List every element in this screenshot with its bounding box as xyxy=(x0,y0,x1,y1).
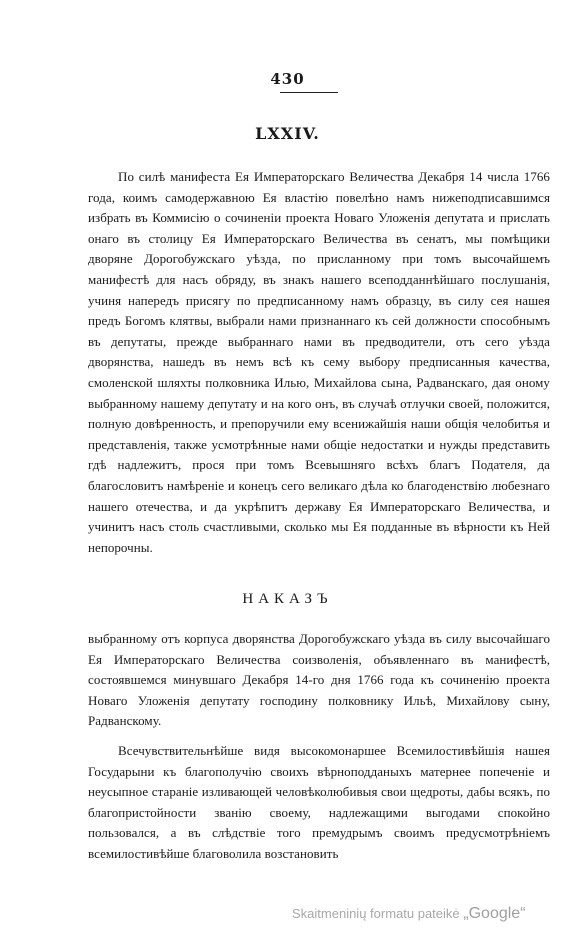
page-number: 430 xyxy=(270,70,305,88)
watermark-brand: „Google“ xyxy=(463,905,526,922)
watermark-text: Skaitmeninių formatu pateikė xyxy=(292,906,460,921)
digitization-watermark xyxy=(292,905,526,923)
paragraph-body: Всечувствительнѣйше видя высокомонаршее Всемилостивѣйшія нашея Государыни къ благополучію своихъ вѣрноподданыхъ матернее попеченіе и неусыпное стараніе изливающей человѣколюбивыя свои щедроты, дабы всякъ, по благопристойности званію своему, надлежащими выгодами спокойно пользовался, а въ слѣдствіе того премудрымъ своимъ предусмотрѣніемъ всемилостивѣйше благоволила возстановить xyxy=(88,743,550,861)
nakaz-title: НАКАЗЪ xyxy=(242,591,333,607)
paragraph-nakaz-intro: выбранному отъ корпуса дворянства Дорогобужскаго уѣзда въ силу высочайшаго Ея Императорскаго Величества соизволенія, объявленнаго въ манифестѣ, состоявшемся минувшаго Декабря 14-го дня 1766 года къ сочиненію проекта Новаго Уложенія депутату господину полковнику Ильѣ, Михайлову сыну, Радванскому. xyxy=(88,631,550,729)
section-heading: LXXIV. xyxy=(255,124,320,143)
paragraph-manifest: По силѣ манифеста Ея Императорскаго Величества Декабря 14 числа 1766 года, коимъ самодержавною Ея властію повелѣно намъ нижеподписавшимся избрать въ Коммисію о сочиненіи проекта Новаго Уложенія депутата и прислать онаго въ столицу Ея Императорскаго Величества въ сенатъ, мы помѣщики дворяне Дорогобужскаго уѣзда, по присланному при томъ высочайшемъ манифестѣ для насъ обряду, въ знакъ нашего всеподданнѣйшаго послушанія, учиня напередъ присягу по предписанному намъ образцу, въ силу сея нашея предъ Богомъ клятвы, выбрали нами признаннаго къ сей должности способнымъ въ депутаты, прежде выбраннаго нами въ предводители, отъ сего уѣзда дворянства, нашедъ въ немъ всѣ къ сему выбору предписанныя качества, смоленской шляхты полковника Илью, Михайлова сына, Радванскаго, дая оному выбранному нашему депутату и на кого онъ, въ случаѣ отлучки своей, положится, полную довѣренность, и препоручили ему всенижайшія наши общія челобитья и представленія, также усмотрѣнные нами общіе недостатки и нужды представить гдѣ надлежитъ, прося при томъ Всевышняго всѣхъ благъ Подателя, да благословитъ намѣреніе и конецъ сего великаго дѣла ко благоденствію любезнаго нашего отечества, и да укрѣпитъ державу Ея Императорскаго Величества, и учинитъ насъ столь счастливыми, сколько мы Ея подданные въ вѣрности къ Ней непорочны. xyxy=(88,169,550,555)
page-number-rule xyxy=(280,92,338,93)
